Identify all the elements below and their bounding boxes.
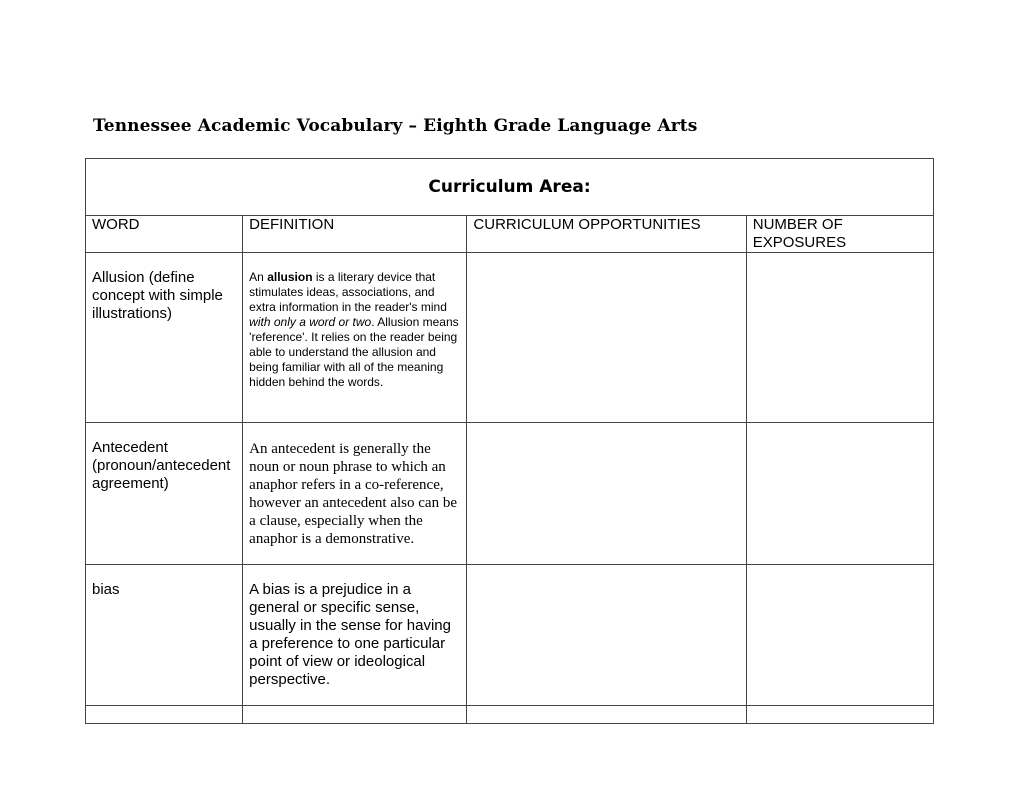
definition-cell[interactable] xyxy=(243,706,467,724)
header-opportunities: CURRICULUM OPPORTUNITIES xyxy=(467,216,746,253)
curriculum-area-label: Curriculum Area: xyxy=(428,177,591,197)
opportunities-cell[interactable] xyxy=(467,423,746,565)
table-row xyxy=(86,423,934,565)
definition-cell: An antecedent is generally the noun or noun phrase to which an anaphor refers in a co-reference, however an antecedent also can be a clause, especially when the anaphor is a demonstrative. xyxy=(243,423,467,565)
table-row xyxy=(86,253,934,423)
definition-cell: A bias is a prejudice in a general or specific sense, usually in the sense for having a preference to one particular point of view or ideological perspective. xyxy=(243,565,467,706)
definition-text-2: . Allusion means 'reference'. It relies on the reader being able to understand the allusion and being familiar with all of the meaning hidden behind the words. xyxy=(249,315,459,389)
header-exposures-line2: EXPOSURES xyxy=(752,234,847,251)
word-cell[interactable] xyxy=(86,706,243,724)
word-cell: bias xyxy=(86,565,243,706)
header-exposures xyxy=(746,216,933,253)
definition-prefix: An xyxy=(249,270,268,284)
header-exposures-line1: NUMBER OF xyxy=(752,216,843,233)
exposures-cell[interactable] xyxy=(746,565,933,706)
curriculum-area-row xyxy=(86,159,934,216)
table-row xyxy=(86,706,934,724)
definition-emphasis: with only a word or two xyxy=(249,315,372,329)
vocabulary-table xyxy=(85,158,934,724)
header-row xyxy=(86,216,934,253)
word-cell: Allusion (define concept with simple illustrations) xyxy=(86,253,243,423)
definition-term: allusion xyxy=(267,270,313,284)
definition-cell xyxy=(243,253,467,423)
table-row xyxy=(86,565,934,706)
opportunities-cell[interactable] xyxy=(467,565,746,706)
header-definition: DEFINITION xyxy=(243,216,467,253)
document-title: Tennessee Academic Vocabulary – Eighth Grade Language Arts xyxy=(93,116,698,136)
exposures-cell[interactable] xyxy=(746,423,933,565)
definition-text-1: is a literary device that stimulates ideas, associations, and extra information in the reader's mind xyxy=(249,270,447,314)
header-word: WORD xyxy=(86,216,243,253)
opportunities-cell[interactable] xyxy=(467,253,746,423)
opportunities-cell[interactable] xyxy=(467,706,746,724)
exposures-cell[interactable] xyxy=(746,706,933,724)
word-cell: Antecedent (pronoun/antecedent agreement) xyxy=(86,423,243,565)
exposures-cell[interactable] xyxy=(746,253,933,423)
curriculum-area-cell xyxy=(86,159,934,216)
